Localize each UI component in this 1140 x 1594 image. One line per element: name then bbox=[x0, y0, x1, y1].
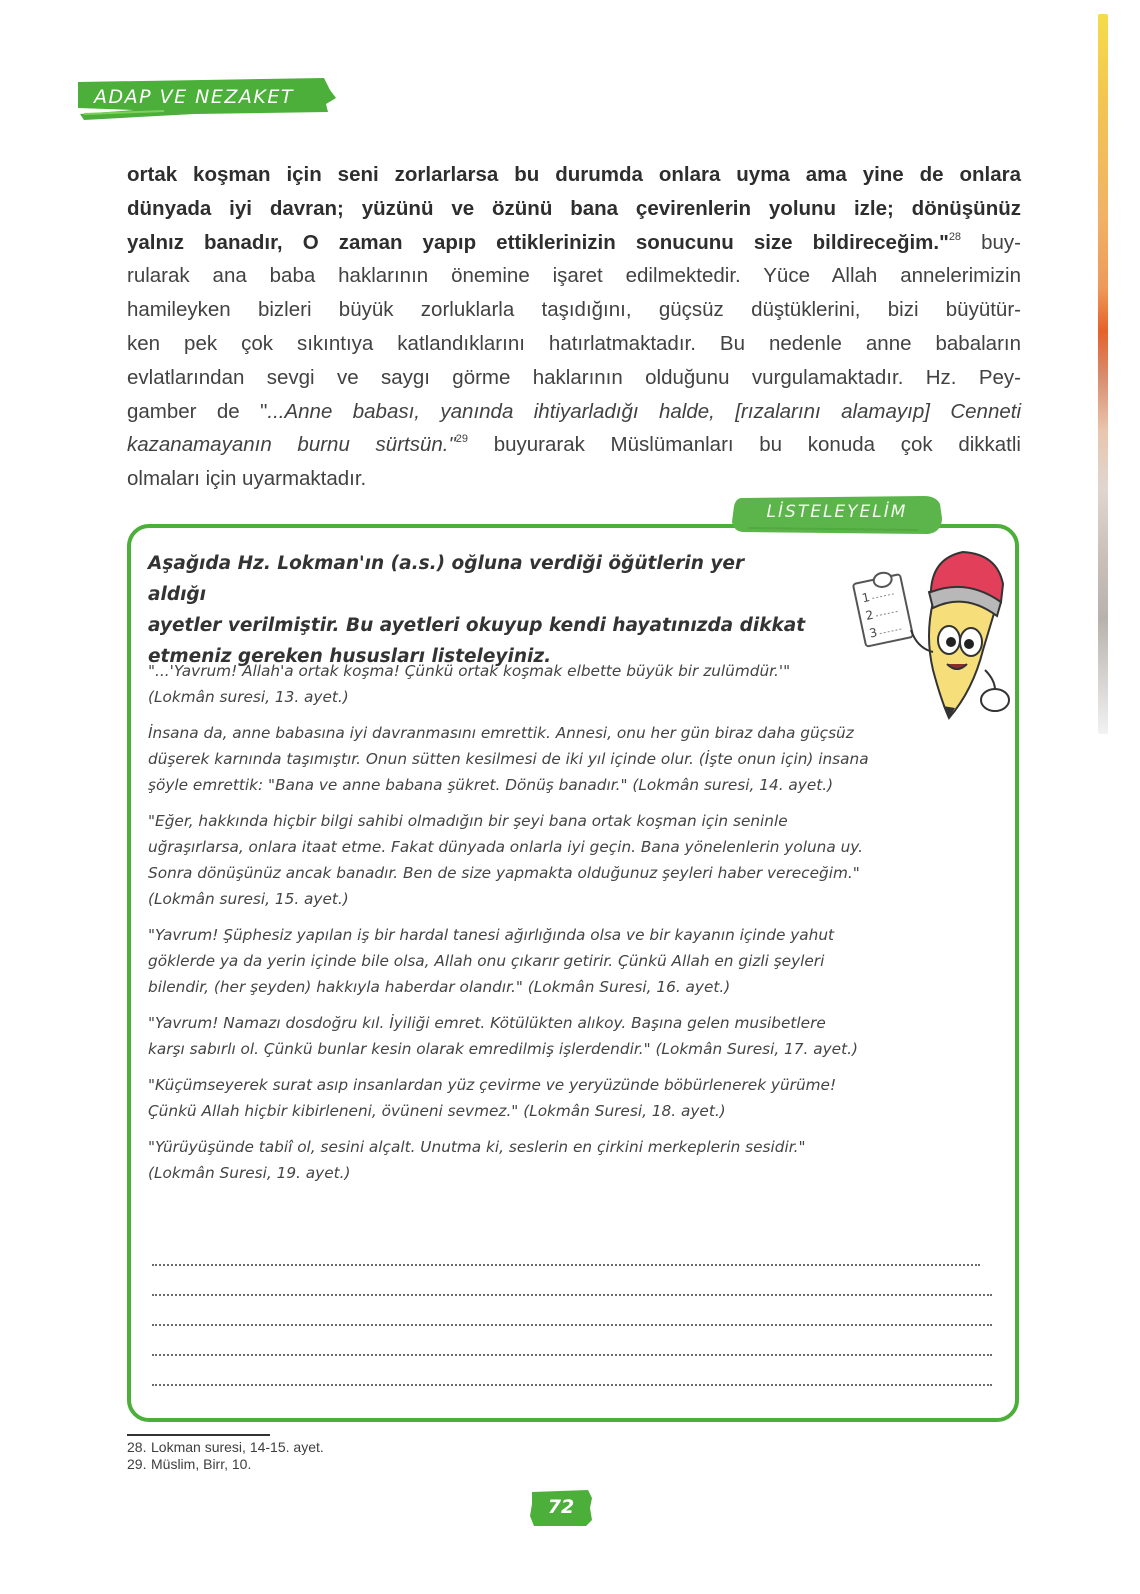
verse-line: Sonra dönüşünüz ancak banadır. Ben de size yapmakta olduğunuz şeyleri haber vereceğim." bbox=[148, 864, 860, 882]
body-line bbox=[127, 327, 1021, 361]
body-line bbox=[127, 428, 1021, 462]
body-paragraph bbox=[127, 158, 1021, 496]
body-text-segment: yalnız banadır, O zaman yapıp ettiklerinizin sonucunu size bildireceğim." bbox=[127, 230, 949, 254]
answer-line[interactable] bbox=[152, 1356, 992, 1386]
body-text-segment: hamileyken bizleri büyük zorluklarla taşıdığını, güçsüz düştüklerini, bizi büyütür- bbox=[127, 298, 1021, 322]
verse-line: bilendir, (her şeyden) hakkıyla haberdar olandır." (Lokmân Suresi, 16. ayet.) bbox=[148, 978, 731, 996]
activity-instructions bbox=[148, 548, 808, 672]
body-line bbox=[127, 192, 1021, 226]
answer-lines bbox=[152, 1236, 992, 1386]
verse-list bbox=[148, 658, 998, 1196]
body-text-segment: dünyada iyi davran; yüzünü ve özünü bana çevirenlerin yolunu izle; dönüşünüz bbox=[127, 196, 1021, 220]
body-text-segment: rularak ana baba haklarının önemine işaret edilmektedir. Yüce Allah annelerimizin bbox=[127, 264, 1021, 288]
svg-text:1: 1 bbox=[860, 590, 872, 606]
verse-item bbox=[148, 808, 998, 912]
verse-line: (Lokmân suresi, 15. ayet.) bbox=[148, 890, 349, 908]
instruction-line: Aşağıda Hz. Lokman'ın (a.s.) oğluna verdiği öğütlerin yer aldığı bbox=[148, 553, 745, 605]
body-text-segment: buyurarak Müslümanları bu konuda çok dikkatli bbox=[468, 433, 1021, 457]
verse-line: "Yürüyüşünde tabiî ol, sesini alçalt. Unutma ki, seslerin en çirkini merkeplerin sesidir." bbox=[148, 1138, 806, 1156]
verse-line: şöyle emrettik: "Bana ve anne babana şükret. Dönüş banadır." (Lokmân suresi, 14. ayet.) bbox=[148, 776, 834, 794]
verse-line: İnsana da, anne babasına iyi davranmasını emrettik. Annesi, onu her gün biraz daha güçsüz bbox=[148, 724, 854, 742]
checklist-icon bbox=[852, 569, 913, 646]
body-line bbox=[127, 361, 1021, 395]
body-line bbox=[127, 293, 1021, 327]
verse-item bbox=[148, 922, 998, 1000]
body-line bbox=[127, 158, 1021, 192]
section-header-banner bbox=[74, 74, 336, 122]
body-text-segment: ...Anne babası, yanında ihtiyarladığı halde, [rızalarını alamayıp] Cenneti bbox=[267, 399, 1021, 423]
verse-item bbox=[148, 720, 998, 798]
page-number-badge bbox=[528, 1488, 594, 1528]
verse-line: "...'Yavrum! Allah'a ortak koşma! Çünkü ortak koşmak elbette büyük bir zulümdür.'" bbox=[148, 662, 791, 680]
footnote-28: 28. Lokman suresi, 14-15. ayet. bbox=[127, 1439, 324, 1455]
verse-line: karşı sabırlı ol. Çünkü bunlar kesin olarak emredilmiş işlerdendir." (Lokmân Suresi, 17. ayet.) bbox=[148, 1040, 858, 1058]
body-text-segment: buy- bbox=[961, 230, 1022, 254]
verse-line: (Lokmân suresi, 13. ayet.) bbox=[148, 688, 349, 706]
answer-line[interactable] bbox=[152, 1326, 992, 1356]
verse-line: göklerde ya da yerin içinde bile olsa, Allah onu çıkarır getirir. Çünkü Allah en gizli şeyleri bbox=[148, 952, 825, 970]
verse-line: "Yavrum! Namazı dosdoğru kıl. İyiliği emret. Kötülükten alıkoy. Başına gelen musibetlere bbox=[148, 1014, 826, 1032]
verse-line: "Eğer, hakkında hiçbir bilgi sahibi olmadığın bir şeyi bana ortak koşman için seninle bbox=[148, 812, 788, 830]
verse-line: (Lokmân Suresi, 19. ayet.) bbox=[148, 1164, 351, 1182]
body-text-segment: gamber de " bbox=[127, 399, 268, 423]
body-line bbox=[127, 226, 1021, 260]
verse-item bbox=[148, 1010, 998, 1062]
body-text-segment: olmaları için uyarmaktadır. bbox=[127, 467, 367, 491]
body-text-segment: ortak koşman için seni zorlarlarsa bu durumda onlara uyma ama yine de onlara bbox=[127, 163, 1021, 186]
verse-line: Çünkü Allah hiçbir kibirleneni, övüneni sevmez." (Lokmân Suresi, 18. ayet.) bbox=[148, 1102, 726, 1120]
answer-line[interactable] bbox=[152, 1296, 992, 1326]
page-number: 72 bbox=[547, 1496, 575, 1518]
activity-tag bbox=[728, 492, 946, 538]
footnote-29: 29. Müslim, Birr, 10. bbox=[127, 1456, 252, 1472]
verse-line: "Küçümseyerek surat asıp insanlardan yüz çevirme ve yeryüzünde böbürlenerek yürüme! bbox=[148, 1076, 837, 1094]
footnote-divider bbox=[127, 1434, 270, 1436]
body-line bbox=[127, 259, 1021, 293]
page-edge-color-strip bbox=[1098, 14, 1108, 734]
instruction-line: ayetler verilmiştir. Bu ayetleri okuyup kendi hayatınızda dikkat bbox=[148, 615, 806, 636]
body-text-segment: ken pek çok sıkıntıya katlandıklarını hatırlatmaktadır. Bu nedenle anne babaların bbox=[127, 331, 1021, 355]
verse-item bbox=[148, 1134, 998, 1186]
verse-item bbox=[148, 1072, 998, 1124]
instruction-line: etmeniz gereken hususları listeleyiniz. bbox=[148, 646, 552, 667]
verse-item bbox=[148, 658, 998, 710]
footnotes bbox=[127, 1439, 324, 1473]
body-line bbox=[127, 395, 1021, 429]
answer-line[interactable] bbox=[152, 1236, 980, 1266]
body-text-segment: kazanamayanın burnu sürtsün." bbox=[127, 433, 456, 457]
answer-line[interactable] bbox=[152, 1266, 992, 1296]
activity-tag-label: LİSTELEYELİM bbox=[766, 502, 908, 522]
body-line bbox=[127, 462, 1021, 496]
body-text-segment: evlatlarından sevgi ve saygı görme haklarının olduğunu vurgulamaktadır. Hz. Pey- bbox=[127, 365, 1021, 389]
section-title: ADAP VE NEZAKET bbox=[94, 86, 294, 108]
footnote-ref: 29 bbox=[455, 433, 468, 446]
verse-line: "Yavrum! Şüphesiz yapılan iş bir hardal tanesi ağırlığında olsa ve bir kayanın içinde yahut bbox=[148, 926, 835, 944]
svg-text:3: 3 bbox=[868, 625, 879, 641]
verse-line: düşerek karnında taşımıştır. Onun sütten kesilmesi de iki yıl içinde olur. (İşte onun için) insana bbox=[148, 750, 869, 768]
verse-line: uğraşırlarsa, onlara itaat etme. Fakat dünyada onlarla iyi geçin. Bana yönelenlerin yoluna uy. bbox=[148, 838, 864, 856]
footnote-ref: 28 bbox=[948, 230, 962, 243]
svg-text:2: 2 bbox=[864, 607, 875, 623]
